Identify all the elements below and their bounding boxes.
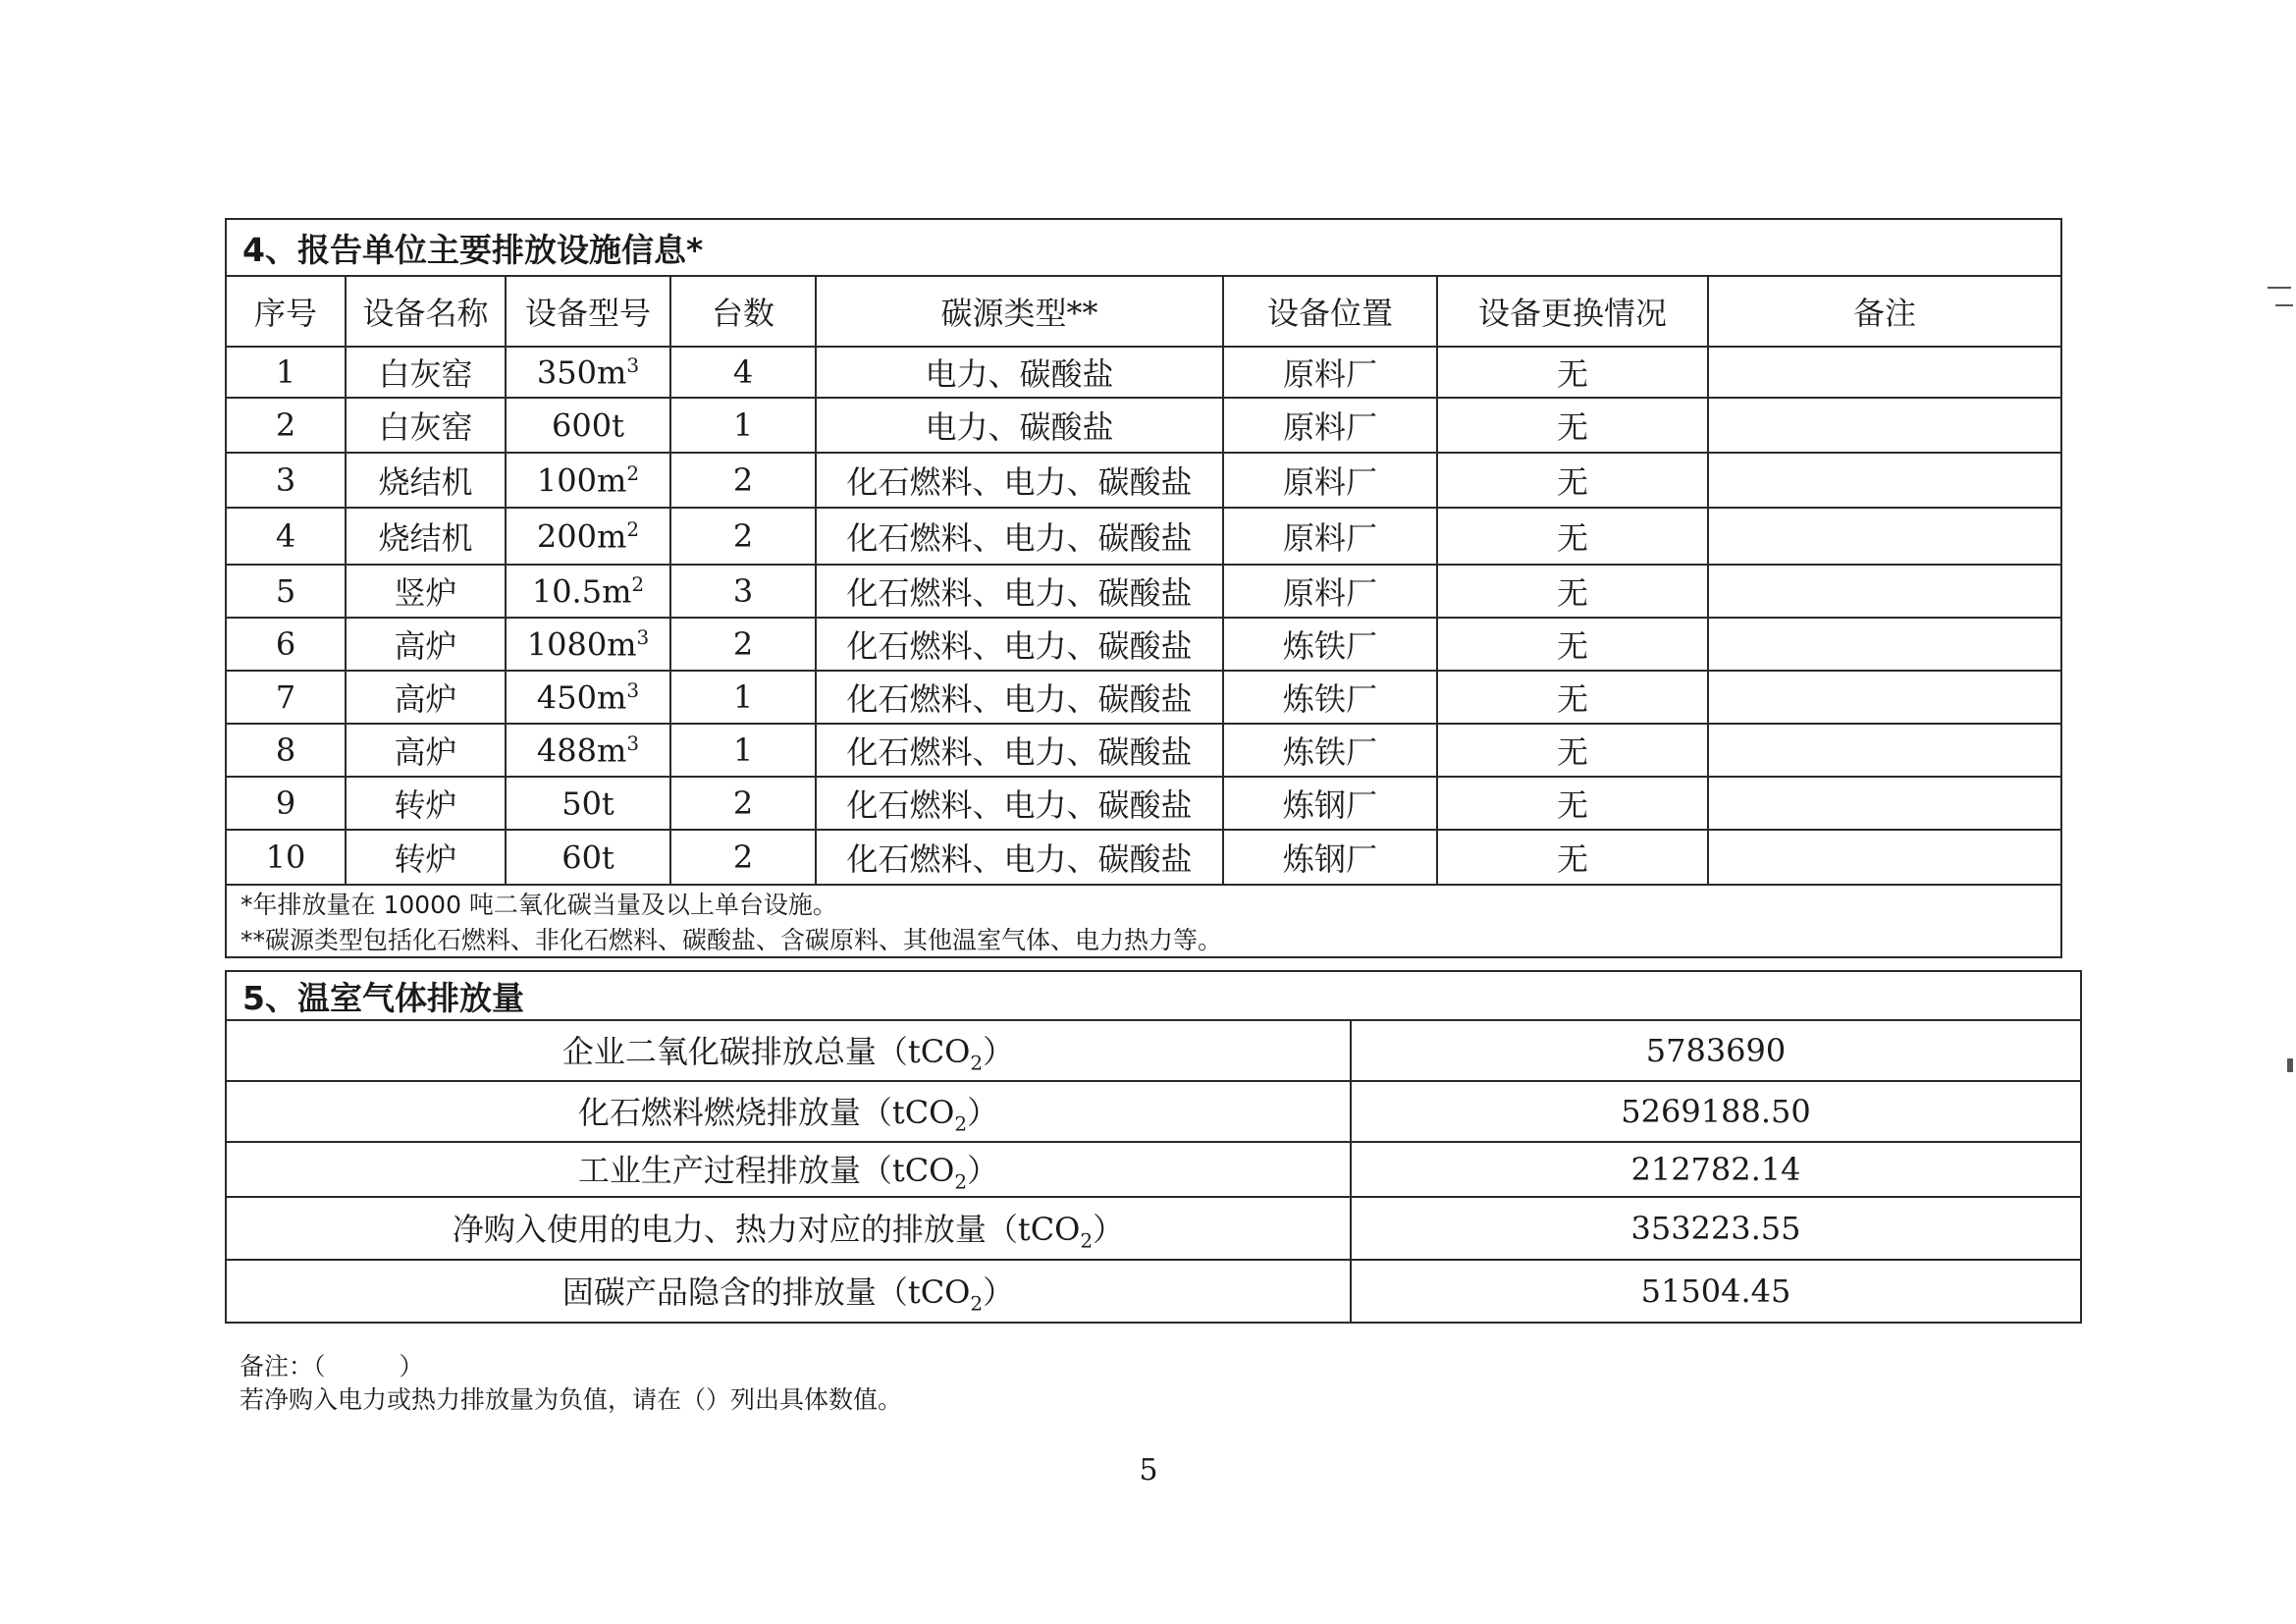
- table-row: [226, 671, 2061, 724]
- model-value: 200m: [536, 517, 627, 556]
- page-number: 5: [1139, 1453, 1158, 1488]
- cell-replacement: 无: [1437, 565, 1708, 618]
- header-device-model: 设备型号: [506, 276, 670, 347]
- cell-index: 6: [226, 618, 346, 671]
- emission-label-text: 化石燃料燃烧排放量（tCO: [577, 1093, 955, 1131]
- table-row: [226, 618, 2061, 671]
- cell-device-model: [506, 777, 670, 830]
- cell-location: 炼钢厂: [1223, 830, 1437, 885]
- model-value: 50t: [561, 785, 614, 823]
- model-value: 100m: [536, 461, 627, 500]
- cell-location: 炼铁厂: [1223, 618, 1437, 671]
- cell-device-model: [506, 508, 670, 565]
- cell-remark: [1708, 671, 2061, 724]
- cell-count: 1: [670, 671, 816, 724]
- cell-device-model: [506, 830, 670, 885]
- model-unit-exponent: 2: [631, 571, 645, 596]
- emission-label-tail: ）: [967, 1151, 999, 1189]
- header-remark: 备注: [1708, 276, 2061, 347]
- cell-device-name: 烧结机: [346, 508, 506, 565]
- cell-location: 炼铁厂: [1223, 724, 1437, 777]
- emission-label-tail: ）: [983, 1272, 1015, 1311]
- cell-device-name: 转炉: [346, 830, 506, 885]
- cell-carbon-source: 化石燃料、电力、碳酸盐: [816, 565, 1223, 618]
- emission-label: [226, 1020, 1351, 1081]
- co2-subscript: 2: [954, 1169, 968, 1194]
- emission-label: [226, 1260, 1351, 1323]
- model-value: 10.5m: [531, 572, 632, 611]
- emission-row: [226, 1020, 2081, 1081]
- emission-value: 51504.45: [1351, 1260, 2081, 1323]
- cell-remark: [1708, 453, 2061, 508]
- cell-device-model: [506, 565, 670, 618]
- table-row: [226, 830, 2061, 885]
- cell-carbon-source: 化石燃料、电力、碳酸盐: [816, 724, 1223, 777]
- cell-device-model: [506, 671, 670, 724]
- cell-count: 4: [670, 347, 816, 398]
- cell-location: 原料厂: [1223, 453, 1437, 508]
- cell-location: 炼铁厂: [1223, 671, 1437, 724]
- cell-device-name: 烧结机: [346, 453, 506, 508]
- table-header-row: [226, 276, 2061, 347]
- cell-device-model: [506, 347, 670, 398]
- co2-subscript: 2: [970, 1051, 984, 1075]
- emission-value: 5269188.50: [1351, 1081, 2081, 1142]
- cell-index: 4: [226, 508, 346, 565]
- section4-title: 4、报告单位主要排放设施信息*: [226, 219, 2061, 276]
- cell-replacement: 无: [1437, 508, 1708, 565]
- cell-index: 2: [226, 398, 346, 453]
- cell-device-name: 高炉: [346, 724, 506, 777]
- emission-label-text: 净购入使用的电力、热力对应的排放量（tCO: [452, 1210, 1081, 1248]
- emission-value: 212782.14: [1351, 1142, 2081, 1197]
- table-row: [226, 508, 2061, 565]
- model-value: 350m: [536, 353, 627, 392]
- cell-count: 2: [670, 453, 816, 508]
- emission-row: [226, 1260, 2081, 1323]
- header-carbon-source: 碳源类型**: [816, 276, 1223, 347]
- cell-carbon-source: 化石燃料、电力、碳酸盐: [816, 453, 1223, 508]
- cell-replacement: 无: [1437, 347, 1708, 398]
- model-unit-exponent: 3: [626, 731, 640, 755]
- model-value: 1080m: [526, 625, 637, 664]
- model-unit-exponent: 3: [626, 352, 640, 377]
- cell-count: 2: [670, 618, 816, 671]
- emission-label-tail: ）: [967, 1093, 999, 1131]
- table-row: [226, 398, 2061, 453]
- cell-location: 原料厂: [1223, 398, 1437, 453]
- cell-location: 原料厂: [1223, 347, 1437, 398]
- model-value: 488m: [536, 731, 627, 770]
- scan-mark: [2287, 1058, 2293, 1072]
- emission-label: [226, 1142, 1351, 1197]
- cell-device-model: [506, 618, 670, 671]
- cell-replacement: 无: [1437, 618, 1708, 671]
- emission-label: [226, 1081, 1351, 1142]
- cell-replacement: 无: [1437, 830, 1708, 885]
- emission-row: [226, 1197, 2081, 1260]
- scan-mark: [2275, 304, 2293, 306]
- co2-subscript: 2: [1080, 1228, 1094, 1253]
- cell-index: 7: [226, 671, 346, 724]
- cell-replacement: 无: [1437, 777, 1708, 830]
- cell-remark: [1708, 508, 2061, 565]
- cell-remark: [1708, 618, 2061, 671]
- cell-device-name: 转炉: [346, 777, 506, 830]
- cell-device-model: [506, 724, 670, 777]
- cell-device-name: 白灰窑: [346, 398, 506, 453]
- cell-device-name: 高炉: [346, 618, 506, 671]
- remark-line: 备注：（ ）: [240, 1352, 424, 1380]
- model-value: 450m: [536, 678, 627, 717]
- cell-device-name: 竖炉: [346, 565, 506, 618]
- emission-label-text: 固碳产品隐含的排放量（tCO: [561, 1272, 971, 1311]
- cell-carbon-source: 化石燃料、电力、碳酸盐: [816, 830, 1223, 885]
- emission-value: 5783690: [1351, 1020, 2081, 1081]
- footnote-carbon-source-types: **碳源类型包括化石燃料、非化石燃料、碳酸盐、含碳原料、其他温室气体、电力热力等。: [226, 921, 2061, 957]
- cell-count: 3: [670, 565, 816, 618]
- cell-index: 1: [226, 347, 346, 398]
- cell-replacement: 无: [1437, 453, 1708, 508]
- header-count: 台数: [670, 276, 816, 347]
- header-device-name: 设备名称: [346, 276, 506, 347]
- cell-count: 1: [670, 398, 816, 453]
- model-value: 60t: [561, 839, 614, 877]
- scan-mark: [2268, 287, 2291, 289]
- emission-row: [226, 1142, 2081, 1197]
- cell-count: 2: [670, 777, 816, 830]
- cell-carbon-source: 电力、碳酸盐: [816, 398, 1223, 453]
- footnote-annual-emission: *年排放量在 10000 吨二氧化碳当量及以上单台设施。: [226, 885, 2061, 921]
- table-row: [226, 347, 2061, 398]
- table-row: [226, 565, 2061, 618]
- cell-remark: [1708, 565, 2061, 618]
- emission-label-tail: ）: [1093, 1210, 1125, 1248]
- remark-negative-note: 若净购入电力或热力排放量为负值，请在（）列出具体数值。: [240, 1385, 903, 1414]
- cell-remark: [1708, 830, 2061, 885]
- emission-facilities-table: [225, 218, 2062, 958]
- header-replacement: 设备更换情况: [1437, 276, 1708, 347]
- emission-value: 353223.55: [1351, 1197, 2081, 1260]
- cell-location: 炼钢厂: [1223, 777, 1437, 830]
- cell-device-name: 高炉: [346, 671, 506, 724]
- cell-location: 原料厂: [1223, 565, 1437, 618]
- cell-location: 原料厂: [1223, 508, 1437, 565]
- emission-label-tail: ）: [983, 1032, 1015, 1070]
- cell-count: 1: [670, 724, 816, 777]
- table-row: [226, 724, 2061, 777]
- cell-remark: [1708, 724, 2061, 777]
- cell-remark: [1708, 347, 2061, 398]
- cell-device-model: [506, 453, 670, 508]
- co2-subscript: 2: [954, 1111, 968, 1136]
- header-location: 设备位置: [1223, 276, 1437, 347]
- model-unit-exponent: 3: [636, 624, 650, 649]
- cell-device-model: [506, 398, 670, 453]
- cell-count: 2: [670, 830, 816, 885]
- model-unit-exponent: 3: [626, 677, 640, 702]
- model-value: 600t: [552, 406, 624, 445]
- table-row: [226, 453, 2061, 508]
- cell-replacement: 无: [1437, 724, 1708, 777]
- cell-device-name: 白灰窑: [346, 347, 506, 398]
- cell-replacement: 无: [1437, 398, 1708, 453]
- model-unit-exponent: 2: [626, 516, 640, 541]
- cell-count: 2: [670, 508, 816, 565]
- model-unit-exponent: 2: [626, 460, 640, 485]
- cell-carbon-source: 化石燃料、电力、碳酸盐: [816, 671, 1223, 724]
- table-row: [226, 777, 2061, 830]
- cell-index: 9: [226, 777, 346, 830]
- cell-carbon-source: 化石燃料、电力、碳酸盐: [816, 777, 1223, 830]
- emission-row: [226, 1081, 2081, 1142]
- cell-index: 3: [226, 453, 346, 508]
- section5-title: 5、温室气体排放量: [226, 971, 2081, 1020]
- emission-label-text: 企业二氧化碳排放总量（tCO: [561, 1032, 971, 1070]
- co2-subscript: 2: [970, 1291, 984, 1316]
- greenhouse-gas-table: [225, 970, 2082, 1324]
- cell-carbon-source: 化石燃料、电力、碳酸盐: [816, 618, 1223, 671]
- cell-remark: [1708, 777, 2061, 830]
- cell-carbon-source: 电力、碳酸盐: [816, 347, 1223, 398]
- header-index: 序号: [226, 276, 346, 347]
- emission-label-text: 工业生产过程排放量（tCO: [577, 1151, 955, 1189]
- emission-label: [226, 1197, 1351, 1260]
- cell-index: 10: [226, 830, 346, 885]
- cell-index: 5: [226, 565, 346, 618]
- cell-index: 8: [226, 724, 346, 777]
- cell-remark: [1708, 398, 2061, 453]
- cell-replacement: 无: [1437, 671, 1708, 724]
- cell-carbon-source: 化石燃料、电力、碳酸盐: [816, 508, 1223, 565]
